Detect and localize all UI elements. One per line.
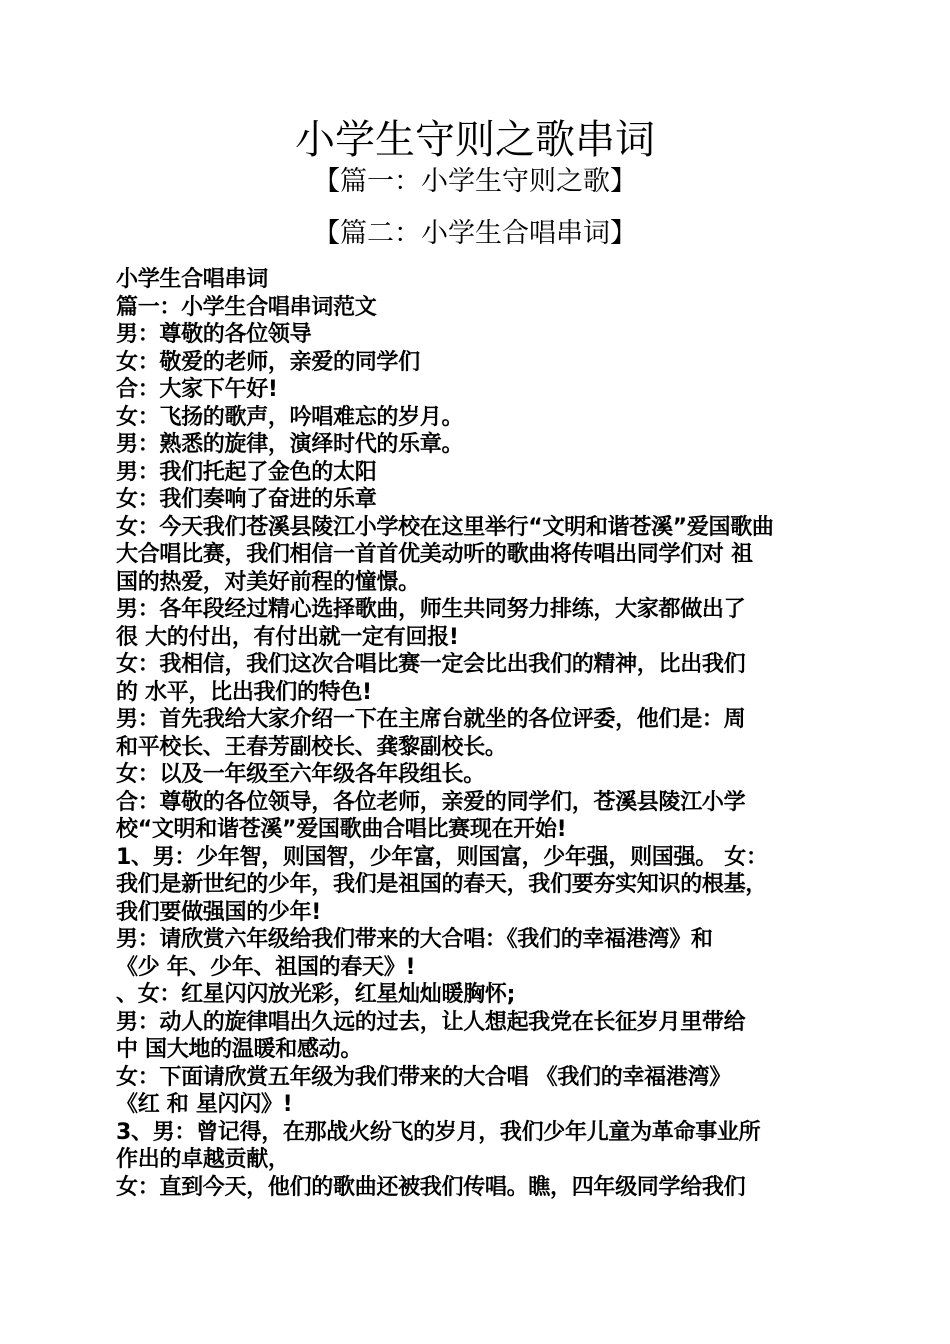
text-line: 男：尊敬的各位领导 bbox=[116, 322, 312, 347]
document-body bbox=[116, 266, 836, 1201]
text-line: 1、男：少年智，则国智，少年富，则国富，少年强，则国强。 女： bbox=[116, 844, 768, 870]
text-line: 中 国大地的温暖和感动。 bbox=[116, 1037, 363, 1062]
text-line: 和平校长、王春芳副校长、龚黎副校长。 bbox=[116, 734, 507, 760]
text-line: 女：以及一年级至六年级各年段组长。 bbox=[116, 762, 485, 787]
text-line: 女：我相信，我们这次合唱比赛一定会比出我们的精神，比出我们 bbox=[116, 652, 746, 677]
text-line: 女：敬爱的老师，亲爱的同学们 bbox=[116, 349, 420, 375]
text-line: 的 水平，比出我们的特色! bbox=[116, 679, 372, 705]
text-line: 合：大家下午好! bbox=[116, 377, 278, 402]
document-title: 小学生守则之歌串词 bbox=[295, 117, 655, 163]
text-line: 男：首先我给大家介绍一下在主席台就坐的各位评委，他们是：周 bbox=[116, 707, 746, 732]
text-line: 、女：红星闪闪放光彩，红星灿灿暖胸怀; bbox=[116, 982, 516, 1007]
section-heading: 小学生合唱串词 bbox=[116, 267, 268, 292]
text-line: 《少 年、少年、祖国的春天》! bbox=[116, 954, 416, 980]
text-line: 女：今天我们苍溪县陵江小学校在这里举行“文明和谐苍溪”爱国歌曲 bbox=[116, 514, 774, 540]
text-line: 男：我们托起了金色的太阳 bbox=[116, 459, 377, 485]
text-line: 女：我们奏响了奋进的乐章 bbox=[116, 487, 377, 512]
text-line: 合：尊敬的各位领导，各位老师，亲爱的同学们，苍溪县陵江小学 bbox=[116, 789, 746, 815]
text-line: 我们要做强国的少年! bbox=[116, 899, 322, 925]
text-line: 男：动人的旋律唱出久远的过去，让人想起我党在长征岁月里带给 bbox=[116, 1009, 746, 1035]
text-line: 《红 和 星闪闪》! bbox=[116, 1092, 293, 1117]
text-line: 男：熟悉的旋律，演绎时代的乐章。 bbox=[116, 432, 464, 457]
text-line: 大合唱比赛，我们相信一首首优美动听的歌曲将传唱出同学们对 祖 bbox=[116, 542, 753, 567]
text-line: 女：直到今天，他们的歌曲还被我们传唱。瞧，四年级同学给我们 bbox=[116, 1174, 746, 1200]
text-line: 男：请欣赏六年级给我们带来的大合唱：《我们的幸福港湾》和 bbox=[116, 927, 713, 952]
text-line: 男：各年段经过精心选择歌曲，师生共同努力排练，大家都做出了 bbox=[116, 597, 746, 622]
text-line: 国的热爱，对美好前程的憧憬。 bbox=[116, 569, 420, 595]
text-line: 作出的卓越贡献， bbox=[116, 1147, 290, 1172]
subtitle-part-one: 【篇一：小学生守则之歌】 bbox=[313, 166, 637, 197]
section-subheading: 篇一：小学生合唱串词范文 bbox=[116, 294, 377, 320]
text-line: 我们是新世纪的少年，我们是祖国的春天，我们要夯实知识的根基， bbox=[116, 872, 768, 897]
text-line: 女：飞扬的歌声，吟唱难忘的岁月。 bbox=[116, 404, 464, 430]
text-line: 校“文明和谐苍溪”爱国歌曲合唱比赛现在开始! bbox=[116, 817, 567, 842]
text-line: 女：下面请欣赏五年级为我们带来的大合唱 《我们的幸福港湾》 bbox=[116, 1064, 731, 1090]
text-line: 3、男：曾记得，在那战火纷飞的岁月，我们少年儿童为革命事业所 bbox=[116, 1119, 761, 1145]
text-line: 很 大的付出，有付出就一定有回报! bbox=[116, 624, 459, 650]
subtitle-part-two: 【篇二：小学生合唱串词】 bbox=[313, 218, 637, 249]
